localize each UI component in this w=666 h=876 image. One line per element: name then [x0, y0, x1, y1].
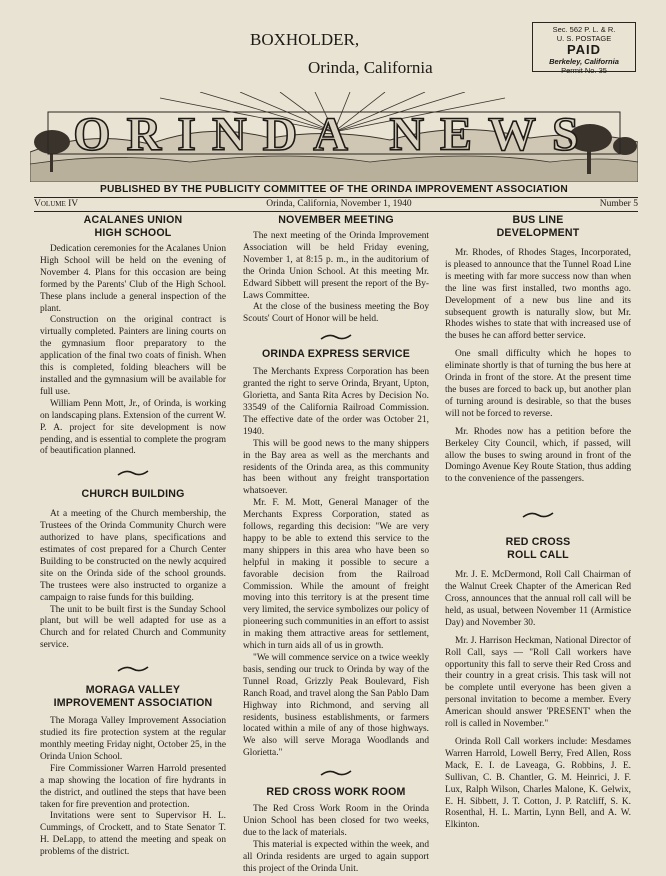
headline-line: MORAGA VALLEY	[85, 684, 181, 697]
ornament-divider	[319, 768, 353, 778]
permit-line-1: Sec. 562 P. L. & R.	[552, 25, 616, 34]
postage-permit-box	[532, 22, 636, 75]
headline-line: IMPROVEMENT ASSOCIATION	[53, 697, 213, 710]
headline-line: BUS LINE	[512, 214, 564, 226]
masthead-illustration	[30, 92, 638, 182]
paragraph: The Merchants Express Corporation has been granted the right to serve Orinda, Bryant, Upton, Glorietta, and Santa Rita Acres by Decision No. 33549 of the California Railroad Commission. The effective date of the order was October 21, 1940.	[243, 367, 429, 437]
paragraph: Construction on the original contract is virtually completed. Painters are lining courts on the gymnasium floor preparatory to the application of the final two coats of finish. When this is completed, folding bleachers will be installed and the gymnasium will be available for full use.	[40, 315, 226, 397]
paragraph: The Moraga Valley Improvement Association studied its fire protection system at the regular monthly meeting Friday night, October 25, in the Orinda Union School.	[40, 716, 226, 762]
headline-red-cross-work-room: RED CROSS WORK ROOM	[266, 786, 406, 799]
paragraph: Fire Commissioner Warren Harrold presented a map showing the location of fire hydrants in the district, and outlined the steps that have been taken for fire prevention and protection.	[40, 763, 226, 810]
headline-line: HIGH SCHOOL	[94, 227, 172, 239]
paragraph: Mr. Rhodes, of Rhodes Stages, Incorporated, is pleased to announce that the Tunnel Road Line is meeting with far more success now than when the line was first installed, two months ago. Development of a new bus line and its subsequent growth is naturally slow, but Mr. Rhodes wishes to state that with increased use of the buses he can afford better service.	[445, 248, 631, 342]
headline-line: RED CROSS	[505, 536, 571, 549]
ornament-divider	[521, 510, 555, 520]
permit-number: Permit No. 35	[561, 66, 607, 75]
publisher-line: PUBLISHED BY THE PUBLICITY COMMITTEE OF THE ORINDA IMPROVEMENT ASSOCIATION	[100, 184, 568, 195]
mailing-address	[250, 30, 433, 78]
headline-november-meeting: NOVEMBER MEETING	[278, 214, 394, 226]
paragraph: "We will commence service on a twice weekly basis, sending our truck to Orinda by way of the Tunnel Road, Grizzly Peak Boulevard, Fish Ranch Road, and travel along the San Pablo Dam Highway into Richmond, and serving all residents, business establishments, or farmers located within a mile of any of those highways. We also will serve Moraga Woodlands and Glorietta."	[243, 653, 429, 759]
paragraph: This will be good news to the many shippers in the Bay area as well as the merchants and residents of the Orinda area, as this community has been without any freight transportation whatsoever.	[243, 438, 429, 497]
headline-line: ACALANES UNION	[83, 214, 183, 226]
paragraph: Orinda Roll Call workers include: Mesdames Warren Harrold, Lowell Berry, Fred Allen, Ross Mack, E. I. de Laveaga, G. Robbins, J. E. Sullivan, C. B. Chantler, G. M. Heinrici, J. F. Lux, Ralph Wilson, Charles Malone, K. Gelwix, E. H. Sibbett, J. T. Cotton, J. P. Ratcliff, S. K. Rosenthal, H. L. Martin, Lynn Bell, and A. W. Elkinton.	[445, 737, 631, 831]
volume: Volume IV	[34, 199, 79, 209]
paragraph: Mr. Rhodes now has a petition before the Berkeley City Council, which, if passed, will allow the buses to swing around in front of the Domingo Avenue Key Route Station, thus adding to the convenience of the passengers.	[445, 426, 631, 485]
paragraph: At a meeting of the Church membership, the Trustees of the Orinda Community Church were authorized to have plans, specifications and estimates of cost prepared for a Church Center Building to be constructed on the newly acquired site on the Orinda side of the school grounds. The trustees were also instructed to organize a campaign to raise funds for this building.	[40, 509, 226, 603]
headline-church: CHURCH BUILDING	[81, 488, 185, 501]
issue-info	[34, 199, 638, 209]
paragraph: This material is expected within the week, and all Orinda residents are urged to again support this project of the Orinda Unit.	[243, 839, 429, 874]
column-left	[40, 214, 226, 859]
permit-paid: PAID	[566, 42, 602, 57]
headline-line: ROLL CALL	[507, 549, 569, 562]
masthead	[30, 92, 638, 182]
paragraph: The next meeting of the Orinda Improvement Association will be held Friday evening, November 1, at 8:15 p. m., in the auditorium of the Orinda Union School. At this meeting Mr. Edward Sibbett will present the report of the By-Laws Committee.	[243, 231, 429, 301]
address-line-1: BOXHOLDER,	[250, 30, 360, 49]
paragraph: The unit to be built first is the Sunday School plant, but will be well adapted for use as a Church and for related Church and Community service.	[40, 604, 226, 651]
column-middle	[243, 214, 429, 876]
column-right	[445, 214, 631, 832]
paragraph: Mr. J. Harrison Heckman, National Director of Roll Call, says — "Roll Call workers have opportunity this fall to serve their Red Cross and their country in a great crisis. This task will not be complete until everyone has been given a personal invitation to become a member. Every American should answer 'PRESENT' when the roll is called in November."	[445, 635, 631, 730]
ornament-divider	[319, 332, 353, 342]
dateline: Orinda, California, November 1, 1940	[266, 199, 412, 209]
ornament-divider	[116, 664, 150, 674]
rule-bottom	[34, 211, 638, 212]
headline-bus-line	[445, 214, 631, 240]
paragraph: At the close of the business meeting the Boy Scouts' Court of Honor will be held.	[243, 302, 429, 325]
paragraph: Invitations were sent to Supervisor H. L. Cummings, of Crockett, and to State Senator T. H. DeLapp, to attend the meeting and speak on problems of the district.	[40, 811, 226, 858]
headline-acalanes	[40, 214, 226, 240]
paragraph: Dedication ceremonies for the Acalanes Union High School will be held on the evening of November 4. Plans for this occasion are being formed by the Parents' Club of the High School. These plans include a general inspection of the plant.	[40, 244, 226, 314]
issue-number: Number 5	[599, 199, 638, 209]
paragraph: The Red Cross Work Room in the Orinda Union School has been closed for two weeks, due to the lack of materials.	[243, 804, 429, 838]
headline-moraga	[40, 684, 226, 710]
paragraph: William Penn Mott, Jr., of Orinda, is working on landscaping plans. Extension of the current W. P. A. project for site development is now pending, and is essential to complete the program of beautification planned.	[40, 398, 226, 457]
ornament-divider	[116, 468, 150, 478]
headline-roll-call	[445, 536, 631, 562]
rule-top	[34, 197, 638, 198]
paragraph: One small difficulty which he hopes to eliminate shortly is that of turning the bus here at Orinda in front of the store. At the present time the buses are forced to back up, but another plan of turning around is desirable, so that the buses will not be forced to reverse.	[445, 349, 631, 419]
paragraph: Mr. J. E. McDermond, Roll Call Chairman of the Walnut Creek Chapter of the American Red Cross, announces that the annual roll call will be held, as usual, between November 11 (Armistice Day) and November 30.	[445, 570, 631, 628]
permit-city: Berkeley, California	[549, 57, 619, 66]
address-line-2: Orinda, California	[308, 58, 433, 77]
headline-express-service: ORINDA EXPRESS SERVICE	[261, 348, 411, 361]
headline-line: DEVELOPMENT	[496, 227, 580, 239]
permit-line-2: U. S. POSTAGE	[556, 34, 612, 43]
masthead-title: ORINDA NEWS	[73, 108, 595, 161]
paragraph: Mr. F. M. Mott, General Manager of the Merchants Express Corporation, stated as follows, regarding this decision: "We are very happy to be able to extend this service to the many shippers in this area who have been so helpful in making it possible to secure a favorable decision from the Railroad Commission. While the amount of freight moving into this territory is at the present time very limited, the service symbolizes our policy of pioneering such communities in an effort to assist in making them attractive areas for settlement, which in turn aids all of us in growth.	[243, 498, 429, 652]
